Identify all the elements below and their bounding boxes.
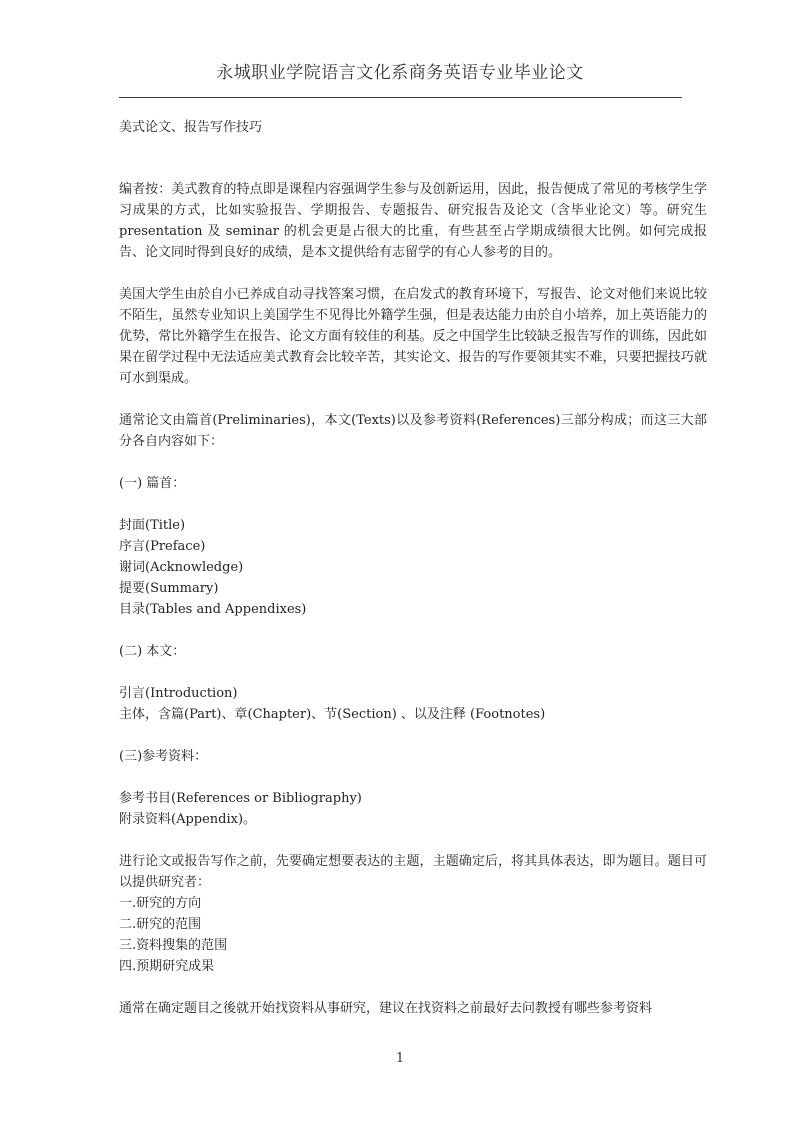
list-item: 引言(Introduction) [119, 686, 238, 701]
list-item: 一.研究的方向 [119, 896, 202, 911]
list-item: 提要(Summary) [119, 581, 219, 596]
list-item: 谢词(Acknowledge) [119, 560, 244, 575]
list-item: 附录资料(Appendix)。 [119, 812, 257, 827]
research-paragraph: 通常在确定题目之後就开始找资料从事研究，建议在找资料之前最好去问教授有哪些参考资料 [119, 1001, 653, 1016]
topic-paragraph: 进行论文或报告写作之前，先要确定想要表达的主题，主题确定后，将其具体表达，即为题目。题目可以提供研究者： [119, 854, 707, 890]
section-heading-preliminaries: (一) 篇首： [119, 476, 186, 491]
section-heading-references: (三)参考资料： [119, 749, 208, 764]
section-heading-texts: (二) 本文： [119, 644, 186, 659]
list-item: 主体，含篇(Part)、章(Chapter)、节(Section) 、以及注释 (Footnotes) [119, 707, 546, 722]
editor-note-paragraph: 编者按：美式教育的特点即是课程内容强调学生参与及创新运用，因此，报告便成了常见的考核学生学习成果的方式，比如实验报告、学期报告、专题报告、研究报告及论文（含毕业论文）等。研究生 presentation 及 seminar 的机会更是占很大的比重，有些甚至占学期成绩很大比例。如何完成报告、论文同时得到良好的成绩，是本文提供给有志留学的有心人参考的目的。 [119, 182, 707, 260]
page-number: 1 [395, 1051, 405, 1066]
page-header-title: 永城职业学院语言文化系商务英语专业毕业论文 [216, 63, 584, 83]
document-title: 美式论文、报告写作技巧 [119, 120, 263, 135]
list-item: 参考书目(References or Bibliography) [119, 791, 362, 806]
document-body [119, 117, 707, 1019]
header-divider [119, 97, 682, 98]
list-item: 二.研究的范围 [119, 917, 202, 932]
background-paragraph: 美国大学生由於自小已养成自动寻找答案习惯，在启发式的教育环境下，写报告、论文对他们来说比较不陌生，虽然专业知识上美国学生不见得比外籍学生强，但是表达能力由於自小培养，加上英语能力的优势，常比外籍学生在报告、论文方面有较佳的利基。反之中国学生比较缺乏报告写作的训练，因此如果在留学过程中无法适应美式教育会比较辛苦，其实论文、报告的写作要领其实不难，只要把握技巧就可水到渠成。 [119, 287, 707, 386]
list-item: 三.资料搜集的范围 [119, 938, 228, 953]
list-item: 封面(Title) [119, 518, 186, 533]
list-item: 目录(Tables and Appendixes) [119, 602, 307, 617]
structure-paragraph: 通常论文由篇首(Preliminaries)，本文(Texts)以及参考资料(References)三部分构成；而这三大部分各自内容如下： [119, 413, 707, 449]
list-item: 四.预期研究成果 [119, 959, 215, 974]
list-item: 序言(Preface) [119, 539, 206, 554]
